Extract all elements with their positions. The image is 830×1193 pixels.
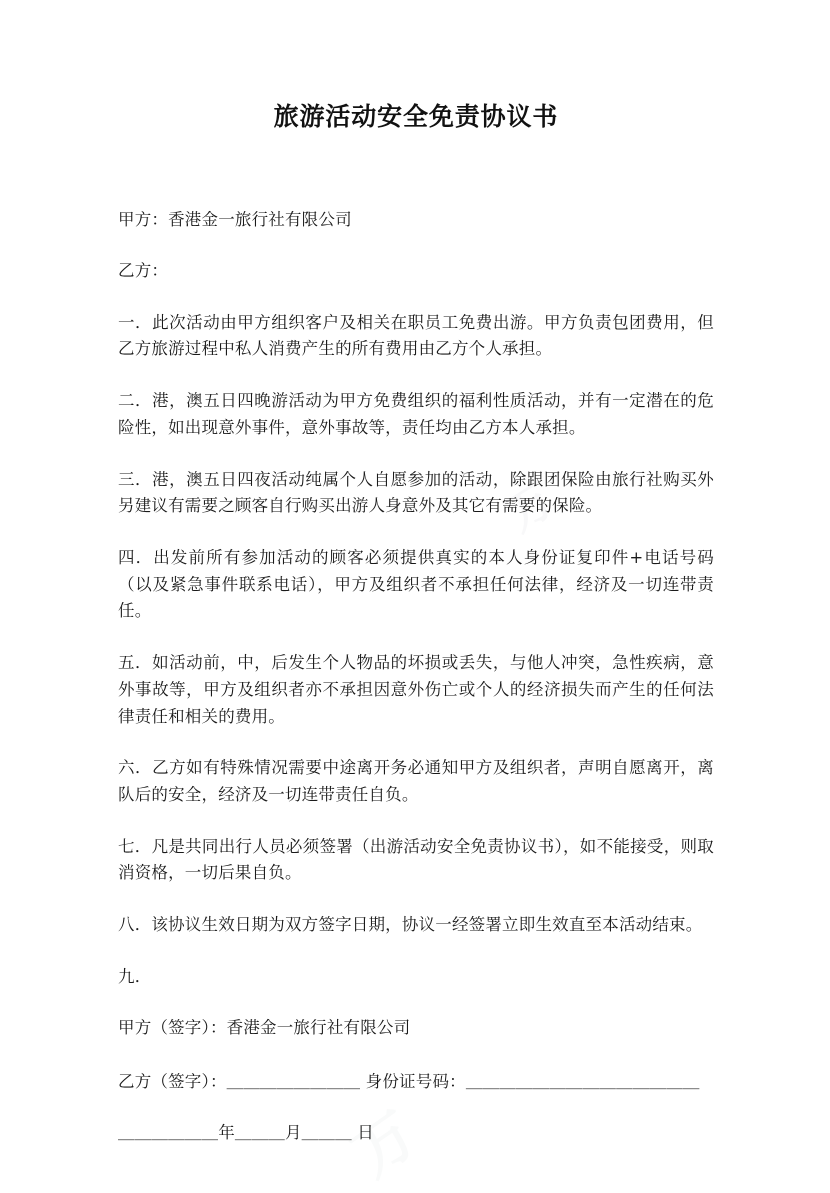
party-a-line: 甲方：香港金一旅行社有限公司 <box>118 210 352 230</box>
page-title: 旅游活动安全免责协议书 <box>273 102 559 131</box>
clause-9: 九． <box>118 966 152 986</box>
clause-6: 六．乙方如有特殊情况需要中途离开务必通知甲方及组织者，声明自愿离开，离队后的安全，经济及一切连带责任自负。 <box>118 758 714 805</box>
party-b-line: 乙方： <box>118 260 169 280</box>
clause-5: 五．如活动前，中，后发生个人物品的坏损或丢失，与他人冲突，急性疾病，意外事故等，甲方及组织者亦不承担因意外伤亡或个人的经济损失而产生的任何法律责任和相关的费用。 <box>118 653 714 726</box>
signature-date-line[interactable]: ＿＿＿＿＿＿年＿＿＿月＿＿＿ 日 <box>118 1123 374 1143</box>
signature-party-a: 甲方（签字）：香港金一旅行社有限公司 <box>118 1017 411 1037</box>
document-content <box>118 0 714 1147</box>
clause-2: 二．港，澳五日四晚游活动为甲方免费组织的福利性质活动，并有一定潜在的危险性，如出现意外事件，意外事故等，责任均由乙方本人承担。 <box>118 391 714 437</box>
signature-party-b[interactable]: 乙方（签字）：＿＿＿＿＿＿＿＿ 身份证号码：＿＿＿＿＿＿＿＿＿＿＿＿＿＿ <box>118 1072 700 1092</box>
clause-3: 三．港，澳五日四夜活动纯属个人自愿参加的活动，除跟团保险由旅行社购买外另建议有需要之顾客自行购买出游人身意外及其它有需要的保险。 <box>118 469 714 516</box>
watermark-upper: 万 <box>496 469 568 542</box>
clause-4: 四．出发前所有参加活动的顾客必须提供真实的本人身份证复印件+电话号码（以及紧急事件联系电话），甲方及组织者不承担任何法律，经济及一切连带责任。 <box>118 548 714 621</box>
clause-8: 八．该协议生效日期为双方签字日期，协议一经签署立即生效直至本活动结束。 <box>118 915 703 935</box>
clause-1: 一．此次活动由甲方组织客户及相关在职员工免费出游。甲方负责包团费用，但乙方旅游过程中私人消费产生的所有费用由乙方个人承担。 <box>118 312 714 359</box>
clause-7: 七．凡是共同出行人员必须签署（出游活动安全免责协议书），如不能接受，则取消资格，一切后果自负。 <box>118 836 714 883</box>
